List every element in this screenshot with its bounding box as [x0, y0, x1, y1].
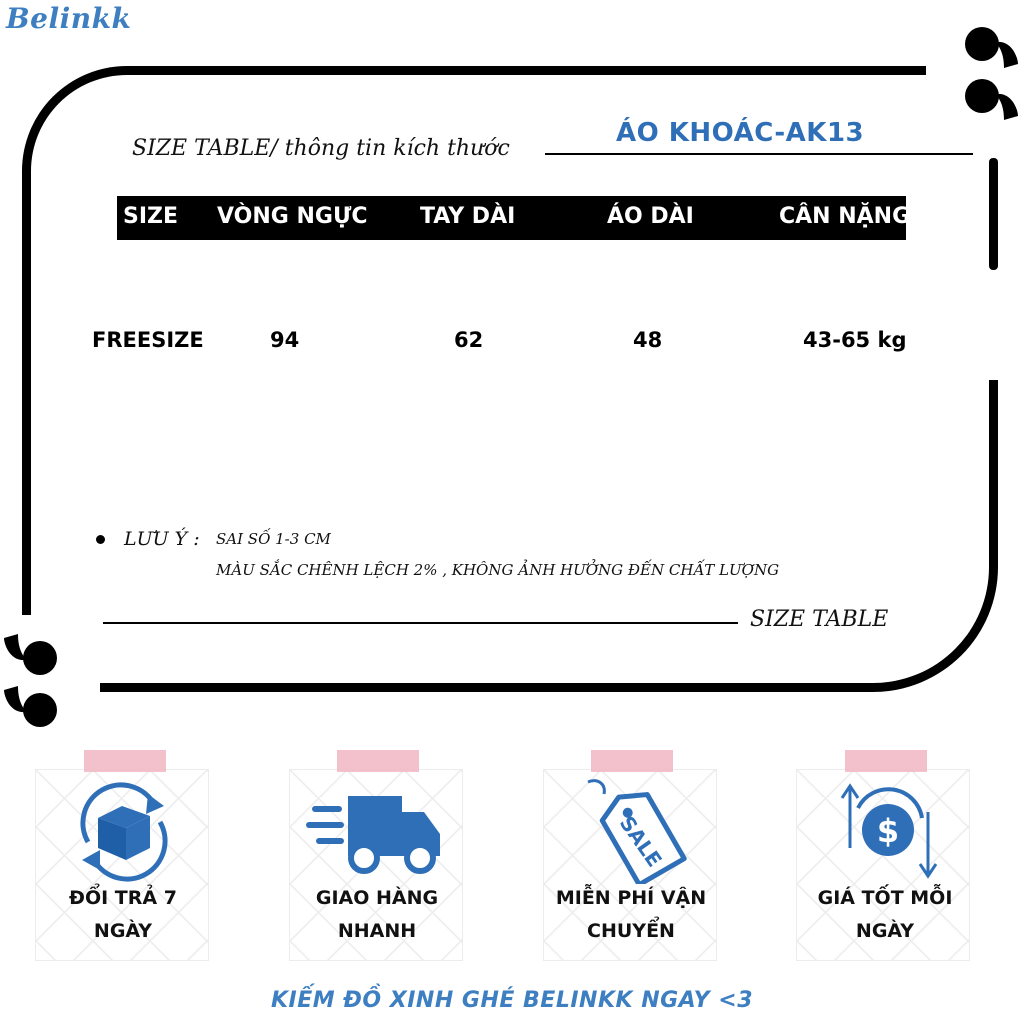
note-label: LƯU Ý : — [124, 528, 200, 550]
delivery-truck-icon — [306, 790, 446, 880]
header-weight: CÂN NẶNG — [779, 204, 911, 229]
feature-label-delivery-2: NHANH — [337, 920, 417, 942]
feature-label-price-2: NGÀY — [855, 920, 915, 942]
dollar-symbol: $ — [876, 812, 900, 850]
header-sleeve: TAY DÀI — [420, 204, 516, 229]
quote-mark-top-icon — [960, 24, 1022, 124]
note-line-2: MÀU SẮC CHÊNH LỆCH 2% , KHÔNG ẢNH HƯỞNG ĐẾN CHẤT LƯỢNG — [216, 561, 780, 579]
dollar-coin-icon — [834, 778, 944, 884]
product-code: ÁO KHOÁC-AK13 — [616, 118, 865, 148]
sale-tag-icon — [580, 778, 690, 884]
tape-decoration — [337, 750, 419, 772]
header-chest: VÒNG NGỰC — [217, 204, 368, 229]
size-table-title: SIZE TABLE/ thông tin kích thước — [132, 136, 510, 161]
quote-mark-bottom-icon — [2, 630, 64, 730]
feature-label-delivery-1: GIAO HÀNG — [315, 887, 439, 909]
feature-label-shipping-1: MIỄN PHÍ VẬN — [555, 887, 707, 909]
cell-length: 48 — [633, 328, 663, 352]
sale-tag-text: SALE — [614, 811, 667, 872]
table-header — [117, 196, 911, 240]
feature-label-price-1: GIÁ TỐT MỖI — [817, 887, 953, 909]
return-box-icon — [68, 782, 180, 882]
tape-decoration — [84, 750, 166, 772]
title-rule — [545, 153, 973, 155]
header-size: SIZE — [123, 204, 179, 229]
note-bullet — [96, 535, 105, 544]
feature-label-shipping-2: CHUYỂN — [587, 920, 675, 942]
header-length: ÁO DÀI — [607, 204, 694, 229]
frame-left-border — [22, 210, 31, 615]
cell-chest: 94 — [270, 328, 300, 352]
feature-label-return-2: NGÀY — [93, 920, 153, 942]
cell-weight: 43-65 kg — [803, 328, 907, 352]
footer-rule — [103, 622, 738, 624]
cell-sleeve: 62 — [454, 328, 484, 352]
frame-right-border — [989, 158, 998, 270]
size-table-footer: SIZE TABLE — [750, 607, 889, 632]
tape-decoration — [845, 750, 927, 772]
cell-size: FREESIZE — [92, 328, 204, 352]
footer-slogan: KIẾM ĐỒ XINH GHÉ BELINKK NGAY <3 — [270, 988, 754, 1013]
tape-decoration — [591, 750, 673, 772]
note-line-1: SAI SỐ 1-3 CM — [216, 530, 331, 548]
feature-label-return-1: ĐỔI TRẢ 7 — [69, 887, 177, 909]
brand-logo: Belinkk — [6, 2, 132, 35]
